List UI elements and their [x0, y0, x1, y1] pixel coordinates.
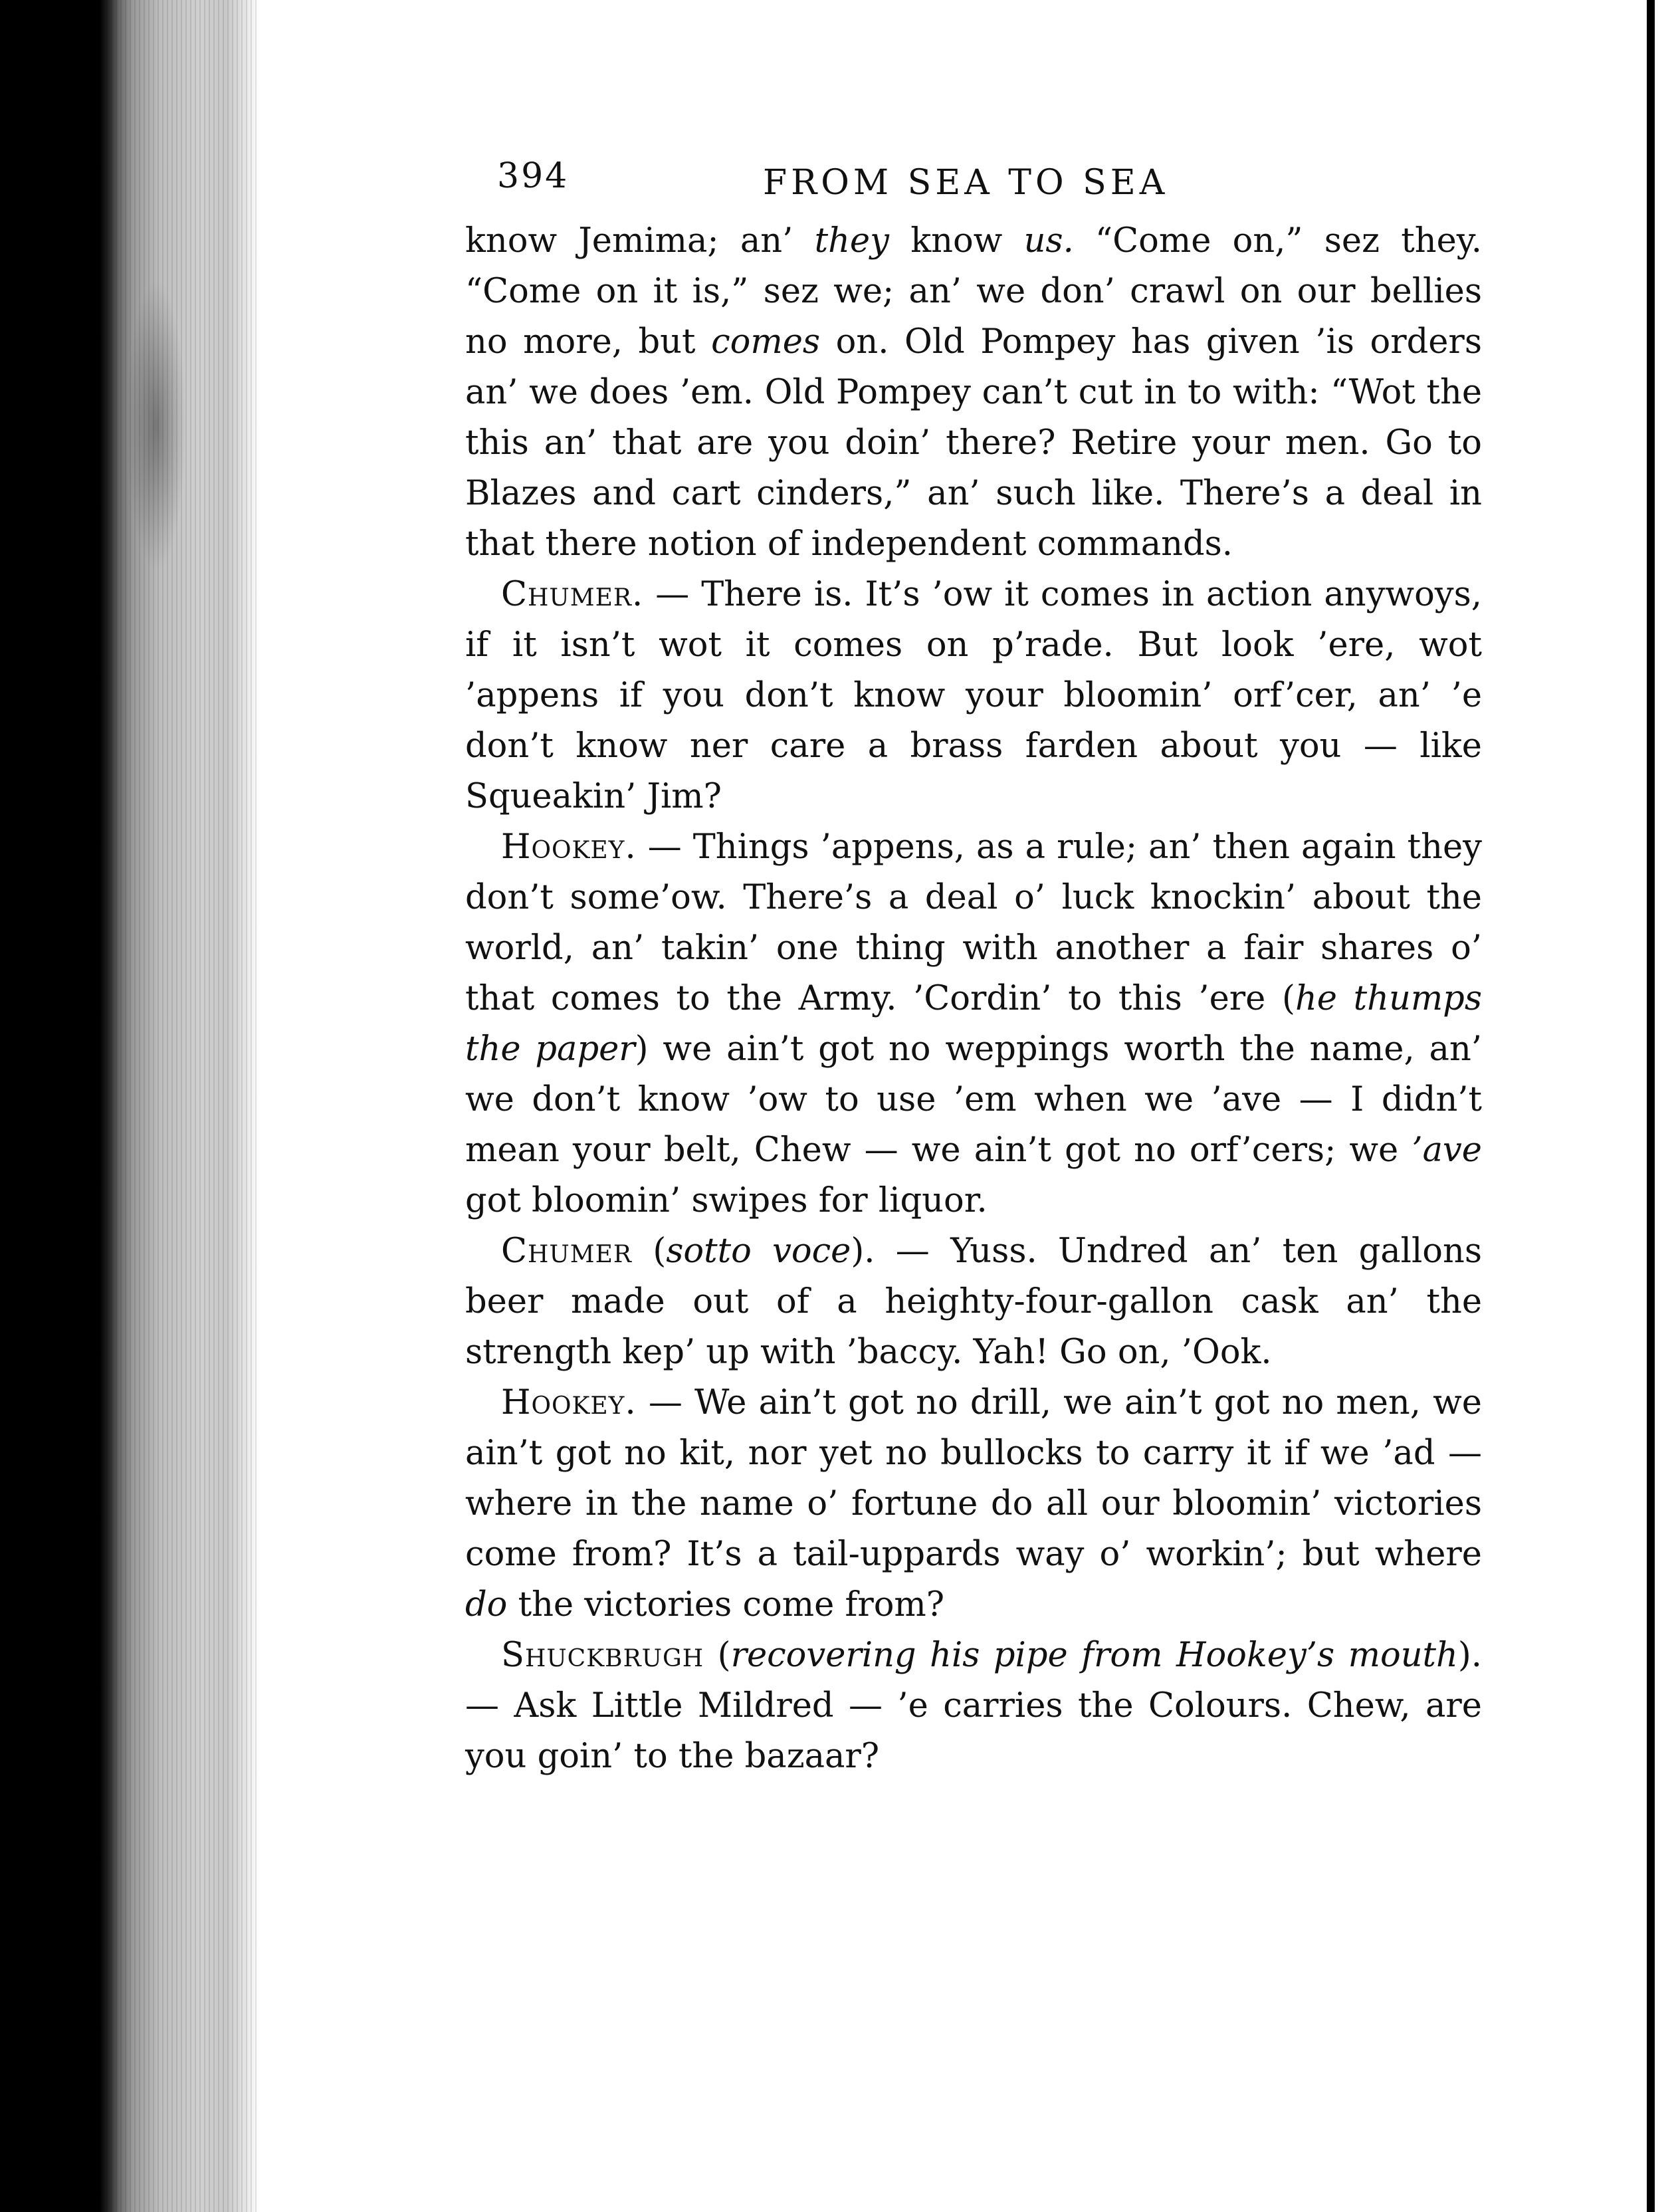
text-run: — We ain’t got no drill, we ain’t got no men, we ain’t got no kit, nor yet no bullocks to carry it if we ’ad — where in the name o’ fortune do all our bloomin’ victories come from? It’s a tail-uppards way o’ workin’; but where [465, 1383, 1482, 1574]
speaker-name: Hookey. [501, 828, 637, 867]
paragraph [465, 570, 1482, 822]
text-run: ). — Yuss. Undred an’ ten gallons beer made out of a heighty-four-gallon cask an’ the strength kep’ up with ’baccy. Yah! Go on, ’Ook. [465, 1232, 1482, 1372]
speaker-name: Chumer. [501, 575, 644, 614]
speaker-name: Chumer [501, 1232, 633, 1271]
text-run: know Jemima; an’ [465, 221, 815, 261]
binding-stain [126, 279, 186, 572]
text-run: — Things ’appens, as a rule; an’ then again they don’t some’ow. There’s a deal o’ luck knockin’ about the world, an’ takin’ one thing with another a fair shares o’ that comes to the Army. ’Cordin’ to this ’ere ( [465, 828, 1482, 1018]
speaker-name: Shuckbrugh [501, 1636, 704, 1675]
paragraph [465, 1226, 1482, 1378]
text-run: on. Old Pompey has given ’is orders an’ we does ’em. Old Pompey can’t cut in to with: “Wot the this an’ that are you doin’ there? Retire your men. Go to Blazes and cart cinders,” an’ such like. There’s a deal in that there notion of independent commands. [465, 322, 1482, 564]
italic-text: us. [1023, 221, 1074, 261]
italic-text: recovering his pipe from Hookey’s mouth [730, 1636, 1458, 1675]
italic-text: comes [711, 322, 821, 362]
book-binding-edge [0, 0, 259, 2212]
italic-text: ’ave [1412, 1131, 1482, 1170]
text-run: ( [632, 1232, 667, 1271]
italic-text: sotto voce [666, 1232, 851, 1271]
body-text [465, 216, 1482, 1782]
speaker-name: Hookey. [501, 1383, 637, 1422]
italic-text: they [814, 221, 889, 261]
running-head [465, 156, 1482, 216]
paragraph [465, 822, 1482, 1226]
right-page-edge [1647, 0, 1655, 2212]
page-number: 394 [497, 156, 570, 196]
text-run: — There is. It’s ’ow it comes in action anywoys, if it isn’t wot it comes on p’rade. But look ’ere, wot ’appens if you don’t know your bloomin’ orf’cer, an’ ’e don’t know ner care a brass farden about you — like Squeakin’ Jim? [465, 575, 1482, 816]
running-title: FROM SEA TO SEA [763, 163, 1169, 203]
book-page [465, 156, 1482, 1782]
text-run: ) we ain’t got no weppings worth the name, an’ we don’t know ’ow to use ’em when we ’ave — I didn’t mean your belt, Chew — we ain’t got no orf’cers; we [465, 1030, 1482, 1170]
paragraph [465, 216, 1482, 570]
text-run: ( [704, 1636, 731, 1675]
text-run: ). — Ask Little Mildred — ’e carries the Colours. Chew, are you goin’ to the bazaar? [465, 1636, 1482, 1776]
italic-text: he thumps the paper [465, 979, 1482, 1069]
italic-text: do [465, 1585, 508, 1624]
paragraph [465, 1378, 1482, 1630]
paragraph [465, 1630, 1482, 1782]
text-run: the victories come from? [507, 1585, 945, 1624]
text-run: know [889, 221, 1024, 261]
text-run: “Come on,” sez they. “Come on it is,” sez we; an’ we don’ crawl on our bellies no more, but [465, 221, 1482, 362]
text-run: got bloomin’ swipes for liquor. [465, 1181, 988, 1220]
